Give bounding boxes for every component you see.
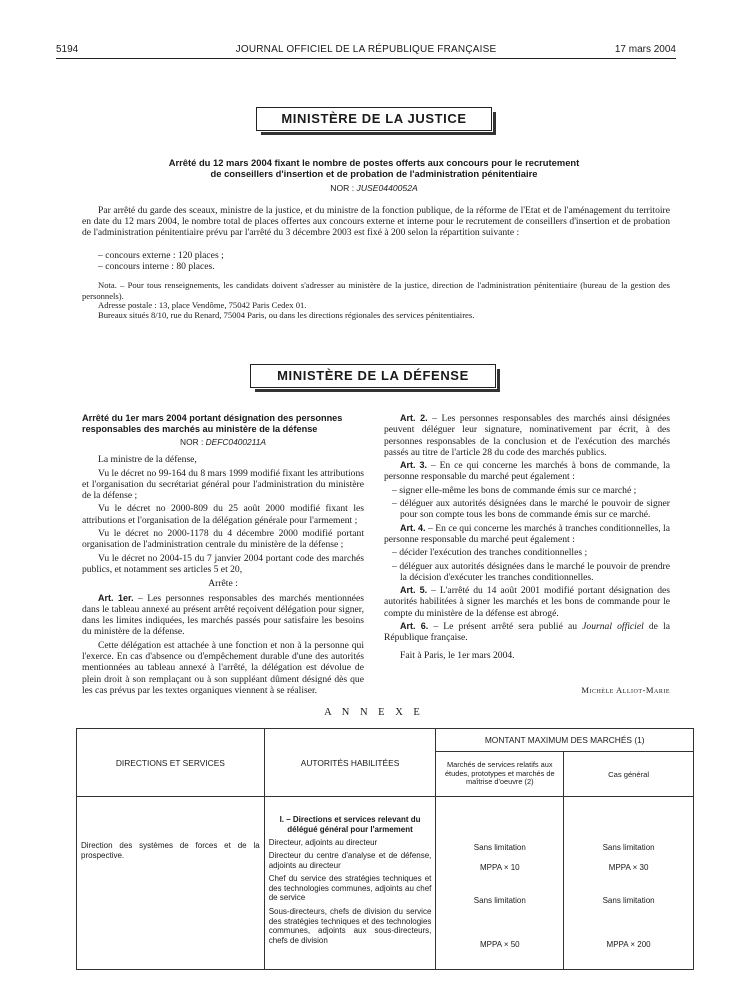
- annex-body-row: [77, 797, 694, 970]
- justice-address-postal: Adresse postale : 13, place Vendôme, 75042 Paris Cedex 01.: [98, 300, 307, 310]
- justice-title-line2: de conseillers d'insertion et de probation de l'administration pénitentiaire: [210, 168, 538, 179]
- authority-row-2: Directeur du centre d'analyse et de défense, adjoints au directeur: [268, 851, 432, 870]
- defense-preamble-4: Vu le décret no 2000-1178 du 4 décembre 2000 modifié portant organisation de l'administration centrale du ministère de la défense ;: [82, 528, 364, 551]
- ministry-justice-box: [256, 107, 492, 131]
- value-studies-row-1: Sans limitation: [473, 843, 526, 852]
- defense-article-4: Art. 4. – En ce qui concerne les marchés à tranches conditionnelles, la personne responsable du marché peut également :: [384, 522, 670, 545]
- authority-row-3: Chef du service des stratégies techniques et des technologies communes, adjoints au chef de service: [268, 874, 432, 903]
- defense-article-3-item2: – déléguer aux autorités désignées dans le marché le pouvoir de signer pour son compte tous les bons de commande émis sur ce marché.: [392, 498, 670, 521]
- header-max-amount: MONTANT MAXIMUM DES MARCHÉS (1): [436, 729, 694, 752]
- value-studies-row-2: MPPA × 10: [479, 863, 520, 872]
- defense-preamble-2: Vu le décret no 99-164 du 8 mars 1999 modifié fixant les attributions et l'organisation du secrétariat général pour l'administration du ministère de la défense ;: [82, 467, 364, 502]
- defense-article-3-item1: – signer elle-même les bons de commande émis sur ce marché ;: [392, 484, 637, 496]
- justice-decree-title: [80, 157, 668, 179]
- defense-article-3: Art. 3. – En ce qui concerne les marchés à bons de commande, la personne responsable du marché peut également :: [384, 460, 670, 483]
- justice-nor: NOR : JUSE0440052A: [330, 183, 418, 193]
- defense-preamble-3: Vu le décret no 2000-809 du 25 août 2000 modifié fixant les attributions et l'organisation de la délégation générale pour l'armement ;: [82, 503, 364, 526]
- direction-name: Direction des systèmes de forces et de la prospective.: [81, 841, 260, 860]
- defense-article-4-item2: – déléguer aux autorités désignées dans le marché le pouvoir de prendre la décision d'exécuter les tranches conditionnelles.: [392, 560, 670, 583]
- authority-row-1: Directeur, adjoints au directeur: [268, 838, 378, 848]
- defense-nor: NOR : DEFC0400211A: [180, 437, 266, 447]
- justice-title-line1: Arrêté du 12 mars 2004 fixant le nombre de postes offerts aux concours pour le recrutement: [168, 157, 580, 168]
- justice-item-internal: – concours interne : 80 places.: [98, 261, 215, 272]
- value-studies-row-4: MPPA × 50: [479, 940, 520, 949]
- justice-intro: Par arrêté du garde des sceaux, ministre de la justice, et du ministre de la fonction publique, de la réforme de l'Etat et de l'aménagement du territoire en date du 12 mars 2004, le nombre total de places offertes aux concours externe et interne pour le recrutement de conseillers d'insertion et de probation de l'administration pénitentiaire prévu par l'arrêté du 3 décembre 2003 est fixé à 200 selon la répartition suivante :: [82, 205, 670, 239]
- defense-decree-title: Arrêté du 1er mars 2004 portant désignation des personnes responsables des marchés au ministère de la défense: [82, 413, 343, 434]
- value-general-row-2: MPPA × 30: [608, 863, 649, 872]
- header-directions: DIRECTIONS ET SERVICES: [77, 729, 265, 797]
- defense-signature: Michèle Alliot-Marie: [581, 685, 670, 695]
- annex-table: [76, 728, 694, 970]
- header-general-case: Cas général: [564, 752, 694, 797]
- value-general-row-1: Sans limitation: [602, 843, 655, 852]
- ministry-defense-title: MINISTÈRE DE LA DÉFENSE: [277, 368, 469, 383]
- defense-done-at: Fait à Paris, le 1er mars 2004.: [400, 649, 515, 661]
- defense-right-column: [384, 413, 670, 663]
- defense-preamble-1: La ministre de la défense,: [98, 454, 197, 466]
- justice-item-external: – concours externe : 120 places ;: [98, 250, 224, 261]
- value-general-row-3: Sans limitation: [602, 896, 655, 905]
- defense-article-2: Art. 2. – Les personnes responsables des marchés ainsi désignées peuvent déléguer leur signature, nominativement par écrit, à des personnes responsables de la conclusion et de l'exécution des marchés passés au titre de l'article 28 du code des marchés publics.: [384, 413, 670, 458]
- header-rule: [56, 58, 676, 59]
- header-services-studies: Marchés de services relatifs aux études, prototypes et marchés de maîtrise d'oeuvre (2): [436, 752, 564, 797]
- defense-article-5: Art. 5. – L'arrêté du 14 août 2001 modifié portant désignation des autorités habilitées à signer les marchés et les bons de commande pour le compte du ministère de la défense est abrogé.: [384, 585, 670, 619]
- defense-left-column: [82, 413, 364, 698]
- ministry-defense-box: [250, 364, 496, 388]
- defense-arrete: Arrête :: [208, 578, 238, 590]
- defense-article-6: Art. 6. – Le présent arrêté sera publié au Journal officiel de la République française.: [384, 621, 670, 644]
- ministry-justice-title: MINISTÈRE DE LA JUSTICE: [281, 111, 467, 126]
- defense-article-4-item1: – décider l'exécution des tranches conditionnelles ;: [392, 547, 588, 559]
- annex-heading: A N N E X E: [324, 707, 424, 718]
- section-heading: I. – Directions et services relevant du délégué général pour l'armement: [279, 815, 421, 834]
- header-authorities: AUTORITÉS HABILITÉES: [264, 729, 436, 797]
- justice-address-offices: Bureaux situés 8/10, rue du Renard, 75004 Paris, ou dans les directions régionales des services pénitentiaires.: [98, 310, 475, 320]
- authority-row-4: Sous-directeurs, chefs de division du service des stratégies techniques et des technologies communes, adjoints aux sous-directeurs, chefs de division: [268, 907, 432, 945]
- defense-article-1-p2: Cette délégation est attachée à une fonction et non à la personne qui l'exerce. En cas d'absence ou d'empêchement durable d'une des autorités mentionnées au tableau annexé à l'arrêté, la délégation est dévolue de plein droit à son remplaçant ou à son suppléant dûment désigné dès que les cas prévus par les textes organiques viennent à se réaliser.: [82, 639, 364, 696]
- value-studies-row-3: Sans limitation: [473, 896, 526, 905]
- justice-nor-code: JUSE0440052A: [356, 183, 418, 193]
- justice-nota: Nota. – Pour tous renseignements, les candidats doivent s'adresser au ministère de la justice, direction de l'administration pénitentiaire (bureau de la gestion des personnels).: [82, 280, 670, 301]
- defense-preamble-5: Vu le décret no 2004-15 du 7 janvier 2004 portant code des marchés publics, et notamment ses articles 5 et 20,: [82, 552, 364, 575]
- journal-title: JOURNAL OFFICIEL DE LA RÉPUBLIQUE FRANÇAISE: [235, 44, 497, 55]
- defense-nor-code: DEFC0400211A: [205, 437, 266, 447]
- annex-header-row: [77, 729, 694, 752]
- defense-article-1: Art. 1er. – Les personnes responsables des marchés mentionnées dans le tableau annexé au présent arrêté reçoivent délégation pour signer, dans les limites indiquées, les marchés passés pour satisfaire les besoins du ministère de la défense.: [82, 592, 364, 638]
- issue-date: 17 mars 2004: [614, 44, 676, 55]
- page-number: 5194: [56, 44, 79, 55]
- value-general-row-4: MPPA × 200: [606, 940, 651, 949]
